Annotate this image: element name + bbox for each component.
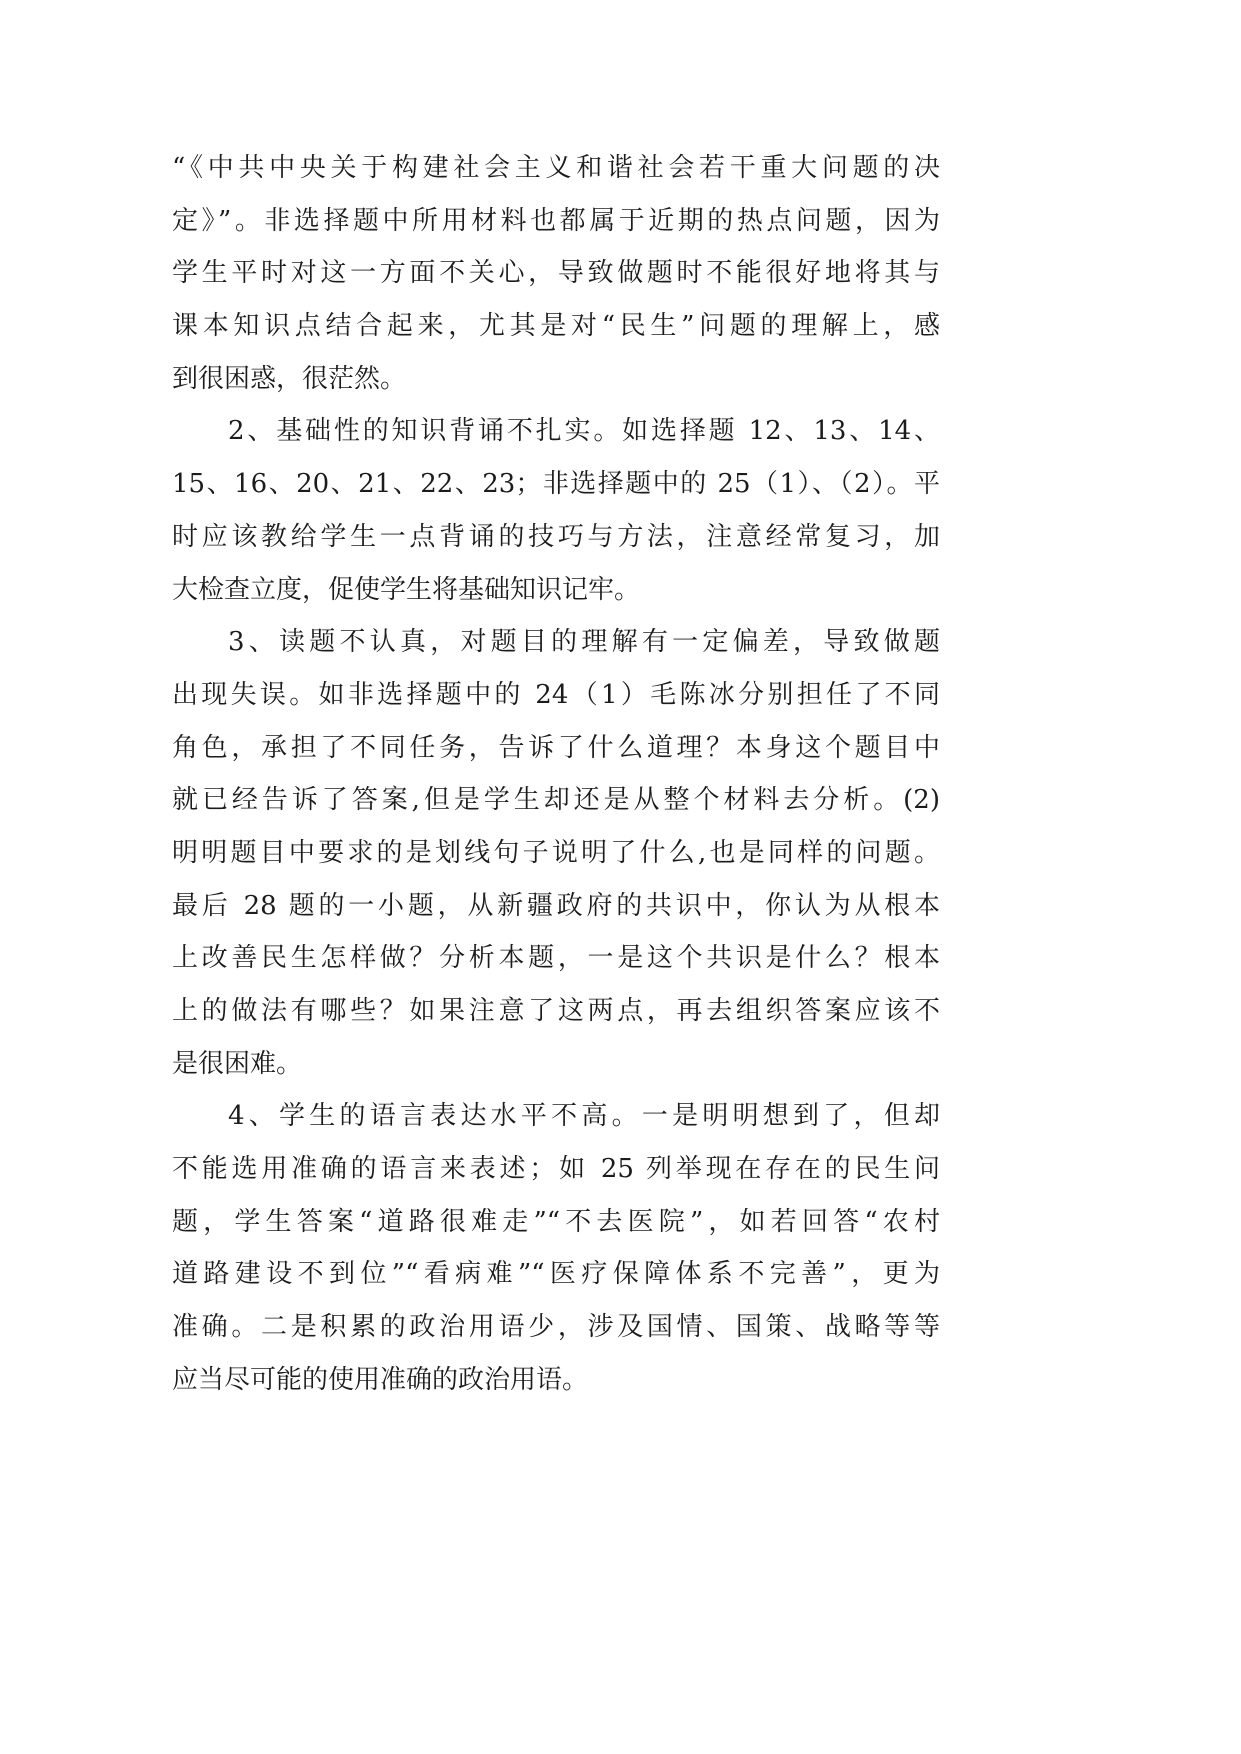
paragraph-3-line-9: 是很困难。 bbox=[172, 1048, 303, 1079]
paragraph-4-line-5: 准确。二是积累的政治用语少，涉及国情、国策、战略等等 bbox=[172, 1312, 940, 1343]
paragraph-3-line-3: 角色，承担了不同任务，告诉了什么道理？本身这个题目中 bbox=[172, 732, 940, 763]
paragraph-3-line-1: 3、读题不认真，对题目的理解有一定偏差，导致做题 bbox=[228, 627, 940, 658]
paragraph-1-line-4: 课本知识点结合起来，尤其是对“民生”问题的理解上，感 bbox=[172, 311, 940, 342]
paragraph-2 bbox=[172, 405, 940, 616]
paragraph-4-line-1: 4、学生的语言表达水平不高。一是明明想到了，但却 bbox=[228, 1101, 940, 1132]
paragraph-1-line-5: 到很困惑，很茫然。 bbox=[172, 363, 407, 394]
document-body bbox=[172, 142, 940, 1407]
paragraph-1 bbox=[172, 142, 940, 405]
paragraph-1-line-2: 定》”。非选择题中所用材料也都属于近期的热点问题，因为 bbox=[172, 205, 940, 236]
paragraph-1-line-1: “《中共中央关于构建社会主义和谐社会若干重大问题的决 bbox=[172, 153, 940, 183]
paragraph-3-line-4: 就已经告诉了答案,但是学生却还是从整个材料去分析。(2) bbox=[172, 785, 940, 816]
paragraph-4-line-3: 题，学生答案“道路很难走”“不去医院”，如若回答“农村 bbox=[172, 1206, 940, 1237]
paragraph-3-line-6: 最后 28 题的一小题，从新疆政府的共识中，你认为从根本 bbox=[172, 890, 940, 921]
paragraph-2-line-1: 2、基础性的知识背诵不扎实。如选择题 12、13、14、 bbox=[228, 416, 940, 447]
paragraph-3-line-8: 上的做法有哪些？如果注意了这两点，再去组织答案应该不 bbox=[172, 996, 940, 1026]
paragraph-3 bbox=[172, 616, 940, 1090]
paragraph-3-line-2: 出现失误。如非选择题中的 24（1）毛陈冰分别担任了不同 bbox=[172, 679, 940, 710]
paragraph-4-line-4: 道路建设不到位”“看病难”“医疗保障体系不完善”，更为 bbox=[172, 1259, 940, 1290]
paragraph-2-line-4: 大检查立度，促使学生将基础知识记牢。 bbox=[172, 574, 641, 605]
paragraph-4 bbox=[172, 1090, 940, 1406]
paragraph-1-line-3: 学生平时对这一方面不关心，导致做题时不能很好地将其与 bbox=[172, 258, 940, 289]
paragraph-4-line-2: 不能选用准确的语言来表述；如 25 列举现在存在的民生问 bbox=[172, 1154, 940, 1185]
paragraph-2-line-2: 15、16、20、21、22、23；非选择题中的 25（1）、（2）。平 bbox=[172, 469, 940, 500]
paragraph-2-line-3: 时应该教给学生一点背诵的技巧与方法，注意经常复习，加 bbox=[172, 521, 940, 552]
paragraph-3-line-5: 明明题目中要求的是划线句子说明了什么,也是同样的问题。 bbox=[172, 837, 940, 868]
paragraph-3-line-7: 上改善民生怎样做？分析本题，一是这个共识是什么？根本 bbox=[172, 943, 940, 974]
paragraph-4-line-6: 应当尽可能的使用准确的政治用语。 bbox=[172, 1364, 589, 1395]
